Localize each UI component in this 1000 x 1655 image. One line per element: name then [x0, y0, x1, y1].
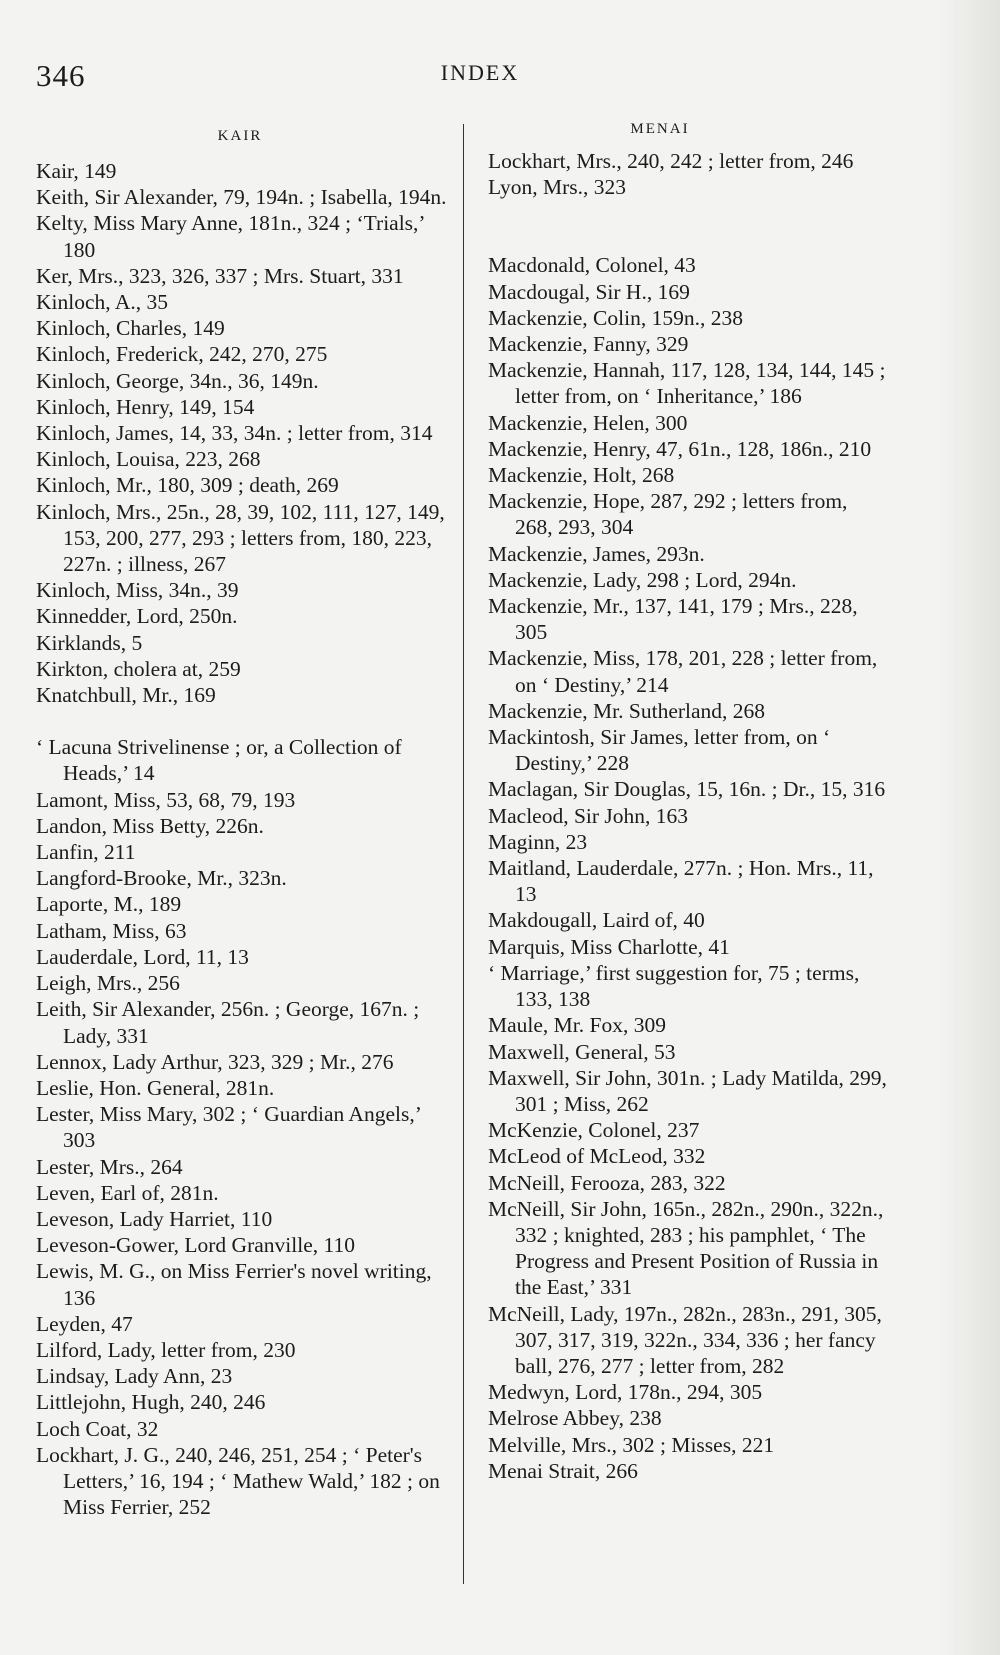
index-entry: Medwyn, Lord, 178n., 294, 305 — [488, 1380, 763, 1405]
index-entry: Mackenzie, James, 293n. — [488, 541, 705, 566]
page-edge-shadow — [940, 0, 1000, 1655]
index-entry: Latham, Miss, 63 — [36, 918, 187, 943]
index-entry: Marquis, Miss Charlotte, 41 — [488, 934, 730, 959]
index-entry: Lockhart, Mrs., 240, 242 ; letter from, 246 — [488, 149, 854, 173]
index-entry: Makdougall, Laird of, 40 — [488, 908, 705, 933]
left-index-column — [36, 158, 454, 1520]
index-entry: Leveson-Gower, Lord Granville, 110 — [36, 1233, 355, 1258]
index-entry: Mackenzie, Holt, 268 — [488, 463, 675, 488]
index-entry: Lockhart, J. G., 240, 246, 251, 254 ; ‘ Peter's Letters,’ 16, 194 ; ‘ Mathew Wald,’ 182 ; on Miss Ferrier, 252 — [36, 1442, 440, 1520]
index-entry: Lilford, Lady, letter from, 230 — [36, 1337, 296, 1362]
index-entry: Kinloch, Charles, 149 — [36, 316, 225, 341]
index-entry: Kinloch, Miss, 34n., 39 — [36, 578, 239, 603]
page-number: 346 — [36, 58, 86, 93]
right-column-heading: MENAI — [630, 121, 690, 137]
index-entry: Melrose Abbey, 238 — [488, 1406, 662, 1431]
index-entry: Lauderdale, Lord, 11, 13 — [36, 944, 249, 969]
index-entry: Keith, Sir Alexander, 79, 194n. ; Isabella, 194n. — [36, 185, 447, 210]
index-entry: Menai Strait, 266 — [488, 1458, 638, 1483]
index-entry: Lindsay, Lady Ann, 23 — [36, 1364, 233, 1389]
index-entry: Mackenzie, Mr., 137, 141, 179 ; Mrs., 228, 305 — [488, 594, 858, 645]
index-entry: Kinloch, Frederick, 242, 270, 275 — [36, 342, 328, 367]
index-entry: Mackenzie, Lady, 298 ; Lord, 294n. — [488, 567, 797, 592]
index-entry: Leigh, Mrs., 256 — [36, 971, 180, 996]
index-entry: McLeod of McLeod, 332 — [488, 1144, 706, 1169]
index-entry: Mackenzie, Mr. Sutherland, 268 — [488, 698, 766, 723]
index-entry: Leveson, Lady Harriet, 110 — [36, 1206, 273, 1231]
index-entry: Ker, Mrs., 323, 326, 337 ; Mrs. Stuart, 331 — [36, 263, 404, 288]
index-entry: Mackenzie, Fanny, 329 — [488, 332, 689, 357]
index-entry: Melville, Mrs., 302 ; Misses, 221 — [488, 1432, 775, 1457]
index-entry: Lamont, Miss, 53, 68, 79, 193 — [36, 787, 296, 812]
index-entry: Kinloch, James, 14, 33, 34n. ; letter from, 314 — [36, 421, 433, 446]
index-entry: Kirklands, 5 — [36, 630, 143, 655]
index-entry: Kirkton, cholera at, 259 — [36, 656, 241, 681]
column-divider — [463, 124, 464, 1584]
right-index-column — [488, 148, 888, 1484]
index-entry: Kinloch, Louisa, 223, 268 — [36, 447, 261, 472]
index-entry: Lewis, M. G., on Miss Ferrier's novel writing, 136 — [36, 1259, 432, 1310]
index-entry: McKenzie, Colonel, 237 — [488, 1118, 700, 1143]
left-column-heading: KAIR — [217, 128, 263, 144]
index-entry: Maxwell, General, 53 — [488, 1039, 676, 1064]
index-entry: Kinloch, A., 35 — [36, 290, 168, 315]
index-entry: Landon, Miss Betty, 226n. — [36, 813, 264, 838]
index-entry: Maginn, 23 — [488, 829, 588, 854]
index-entry: Kinloch, Mrs., 25n., 28, 39, 102, 111, 127, 149, 153, 200, 277, 293 ; letters from, 180, 223, 227n. ; illness, 267 — [36, 499, 445, 577]
index-entry: Leith, Sir Alexander, 256n. ; George, 167n. ; Lady, 331 — [36, 997, 420, 1048]
index-entry: Mackintosh, Sir James, letter from, on ‘ Destiny,’ 228 — [488, 725, 831, 776]
index-entry: Mackenzie, Henry, 47, 61n., 128, 186n., 210 — [488, 436, 872, 461]
index-entry: ‘ Marriage,’ first suggestion for, 75 ; terms, 133, 138 — [488, 960, 860, 1012]
index-entry: Lester, Miss Mary, 302 ; ‘ Guardian Angels,’ 303 — [36, 1102, 421, 1153]
index-entry: Macdonald, Colonel, 43 — [488, 253, 696, 278]
index-entry: McNeill, Lady, 197n., 282n., 283n., 291, 305, 307, 317, 319, 322n., 334, 336 ; her fancy ball, 276, 277 ; letter from, 282 — [488, 1301, 882, 1378]
index-entry: Kinnedder, Lord, 250n. — [36, 604, 238, 629]
index-entry: Leyden, 47 — [36, 1311, 133, 1336]
index-entry: Macdougal, Sir H., 169 — [488, 279, 690, 304]
index-entry: Mackenzie, Hope, 287, 292 ; letters from, 268, 293, 304 — [488, 489, 848, 540]
index-entry: Maitland, Lauderdale, 277n. ; Hon. Mrs., 11, 13 — [488, 856, 874, 907]
index-entry: Mackenzie, Helen, 300 — [488, 410, 688, 435]
index-entry: Lennox, Lady Arthur, 323, 329 ; Mr., 276 — [36, 1049, 394, 1074]
index-entry: Kinloch, George, 34n., 36, 149n. — [36, 368, 319, 393]
index-entry: Laporte, M., 189 — [36, 892, 182, 917]
index-entry: Macleod, Sir John, 163 — [488, 803, 689, 828]
index-entry: Kinloch, Henry, 149, 154 — [36, 394, 255, 419]
index-entry: Maxwell, Sir John, 301n. ; Lady Matilda, 299, 301 ; Miss, 262 — [488, 1065, 887, 1116]
index-entry: Lester, Mrs., 264 — [36, 1154, 183, 1179]
index-entry: Maule, Mr. Fox, 309 — [488, 1013, 666, 1038]
index-entry: Leven, Earl of, 281n. — [36, 1180, 219, 1205]
index-entry: Mackenzie, Miss, 178, 201, 228 ; letter from, on ‘ Destiny,’ 214 — [488, 646, 878, 697]
index-entry: Lanfin, 211 — [36, 840, 136, 865]
index-entry: Kelty, Miss Mary Anne, 181n., 324 ; ‘Trials,’ 180 — [36, 211, 424, 262]
index-entry: McNeill, Ferooza, 283, 322 — [488, 1170, 726, 1195]
index-entry: Mackenzie, Colin, 159n., 238 — [488, 305, 743, 330]
index-entry: McNeill, Sir John, 165n., 282n., 290n., 322n., 332 ; knighted, 283 ; his pamphlet, ‘ The Progress and Present Position of Russia in the East,’ 331 — [488, 1196, 884, 1300]
running-head: INDEX — [440, 60, 520, 85]
index-entry: Kinloch, Mr., 180, 309 ; death, 269 — [36, 473, 339, 498]
index-entry: Mackenzie, Hannah, 117, 128, 134, 144, 145 ; letter from, on ‘ Inheritance,’ 186 — [488, 358, 886, 409]
index-entry: Knatchbull, Mr., 169 — [36, 683, 216, 708]
index-entry: Loch Coat, 32 — [36, 1416, 159, 1441]
index-entry: ‘ Lacuna Strivelinense ; or, a Collection of Heads,’ 14 — [36, 735, 402, 786]
index-entry: Leslie, Hon. General, 281n. — [36, 1075, 275, 1100]
index-entry: Lyon, Mrs., 323 — [488, 175, 626, 200]
index-entry: Littlejohn, Hugh, 240, 246 — [36, 1390, 266, 1415]
index-entry: Maclagan, Sir Douglas, 15, 16n. ; Dr., 15, 316 — [488, 777, 886, 802]
index-entry: Kair, 149 — [36, 159, 117, 183]
index-entry: Langford-Brooke, Mr., 323n. — [36, 866, 287, 891]
